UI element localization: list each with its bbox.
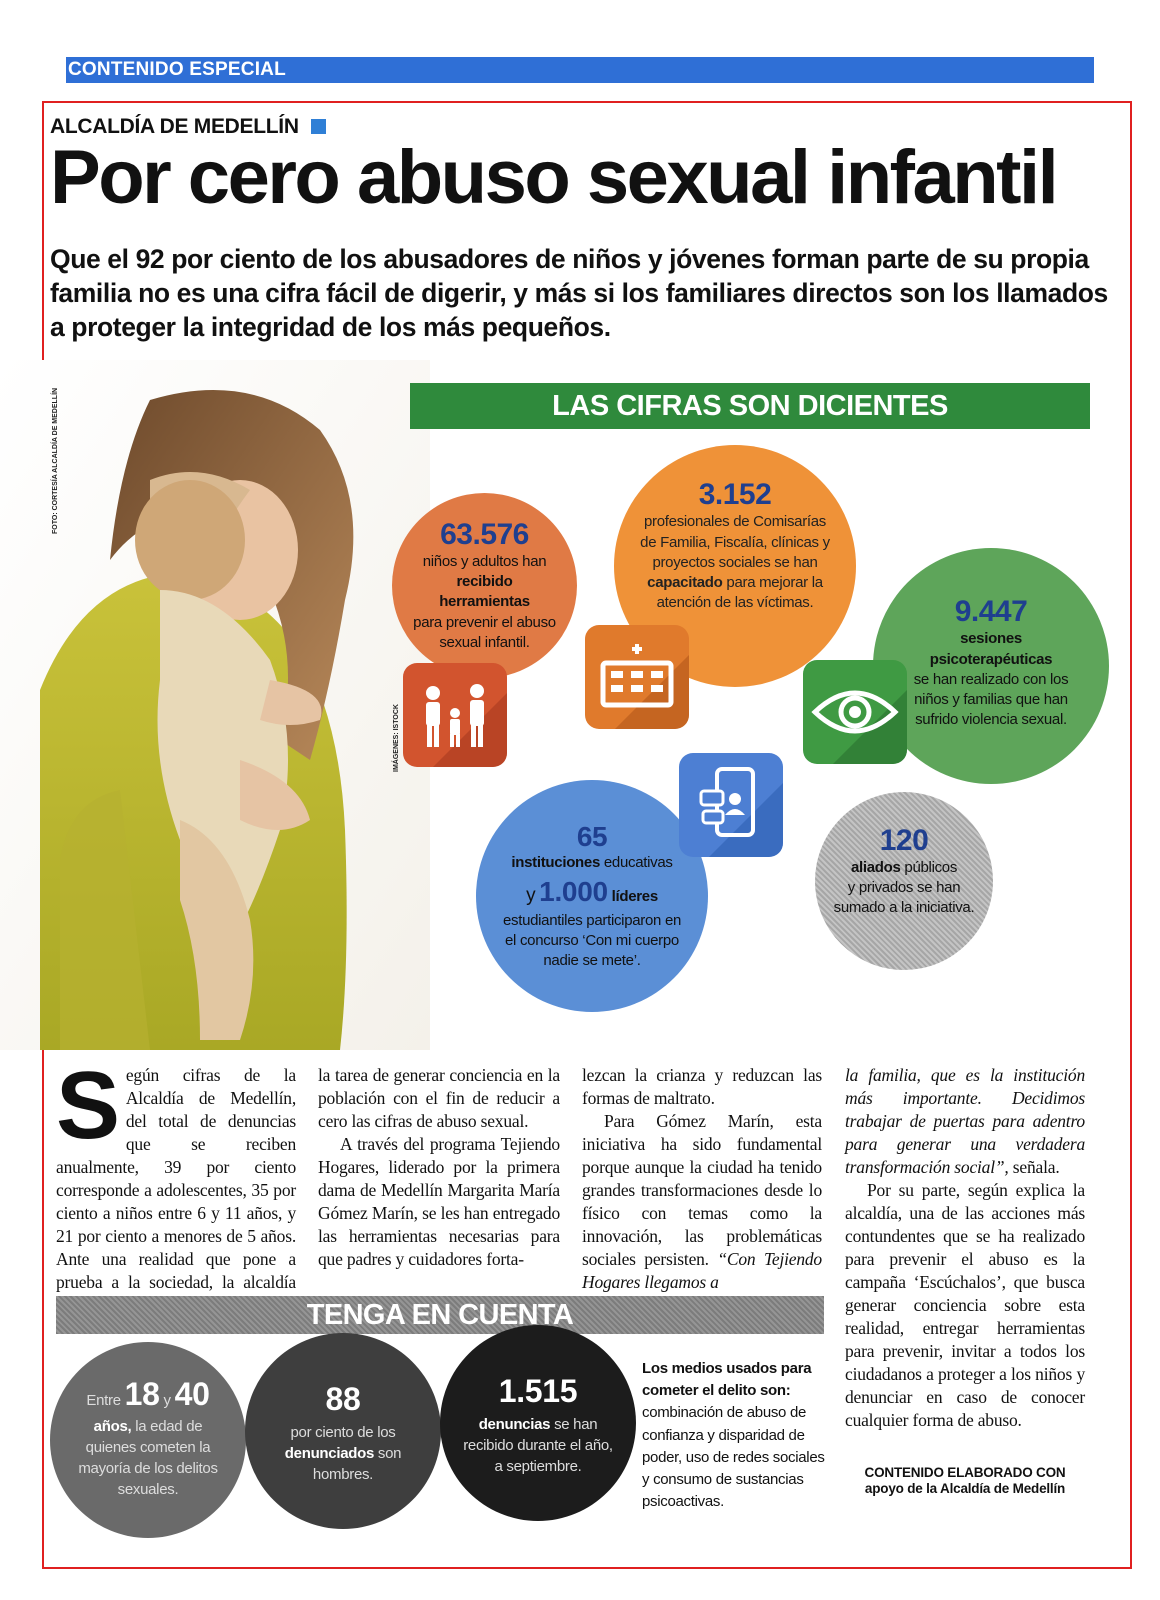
eye-icon [803, 660, 907, 764]
tenga-circle-2 [245, 1333, 441, 1529]
tenga-text: por ciento de los [290, 1423, 396, 1441]
stat-text: se han realizado con los niños y familias que han sufrido violencia sexual. [913, 670, 1069, 729]
stat-number-2: 1.000 [539, 875, 608, 907]
stat-text-bold: instituciones [511, 853, 601, 871]
stat-number: 63.576 [440, 517, 529, 551]
photo-credit: FOTO: CORTESÍA ALCALDÍA DE MEDELLÍN [52, 387, 59, 534]
square-bullet-icon [311, 119, 326, 134]
means-note [642, 1358, 827, 1513]
article-title: Por cero abuso sexual infantil [50, 135, 1057, 220]
body-paragraph-wrap [845, 1064, 1085, 1179]
drop-cap: S [56, 1052, 120, 1159]
stat-text-bold: sesiones psicoterapéuticas [929, 630, 1053, 668]
mobile-chat-icon [679, 753, 783, 857]
body-column-3 [582, 1064, 822, 1294]
eye-icon-graphic [803, 660, 907, 764]
stat-text: para mejorar la atención de las víctimas. [656, 574, 823, 612]
stat-text: profesionales de Comisarías de Familia, Fiscalía, clínicas y proyectos sociales se han [640, 513, 830, 571]
tenga-number: 88 [325, 1381, 361, 1418]
photo-illustration [0, 360, 430, 1050]
body-column-4 [845, 1064, 1085, 1432]
stat-text: públicos [904, 858, 958, 876]
section-name: ALCALDÍA DE MEDELLÍN [50, 115, 299, 138]
tenga-number: 1.515 [498, 1373, 578, 1410]
band-label: CONTENIDO ESPECIAL [68, 59, 286, 80]
stat-circle-3 [873, 548, 1109, 784]
hospital-icon [585, 625, 689, 729]
stats-banner [410, 383, 1090, 429]
stat-text-bold: aliados [850, 858, 901, 876]
means-bold: Los medios usados para cometer el delito son: [642, 1360, 812, 1400]
stat-text: estudiantiles participaron en el concurso ‘Con mi cuerpo nadie se mete’. [502, 911, 682, 970]
tenga-banner [56, 1296, 824, 1334]
article-lead: Que el 92 por ciento de los abusadores de niños y jóvenes forman parte de su propia familia no es una cifra fácil de digerir, y más si los familiares directos son los llamados a proteger la integridad de los más pequeños. [50, 244, 1108, 343]
tenga-number: 18 [124, 1375, 160, 1412]
stat-number: 9.447 [954, 595, 1028, 629]
body-paragraph-wrap [582, 1110, 822, 1294]
mother-child-photo [0, 360, 430, 1050]
tenga-text: la edad de quienes cometen la mayoría de los delitos sexuales. [78, 1418, 218, 1499]
body-paragraph: egún cifras de la Alcaldía de Medellín, del total de denuncias que se reciben anualmente, 39 por ciento corresponde a adolescentes, 35 por ciento a niños entre 6 y 11 años, y 21 por ciento a menores de 5 años. Ante una realidad que pone a prueba a la sociedad, la alcaldía [56, 1065, 296, 1292]
body-paragraph: Para Gómez Marín, esta iniciativa ha sido fundamental porque aunque la ciudad ha tenido grandes transformaciones desde lo físico con temas como la innovación, las problemáticas sociales persisten. [582, 1111, 822, 1269]
family-icon [403, 663, 507, 767]
body-paragraph: lezcan la crianza y reduzcan las formas de maltrato. [582, 1065, 822, 1108]
hospital-icon-graphic [585, 625, 689, 729]
tenga-text: se han recibido durante el año, a septiembre. [463, 1415, 613, 1475]
stats-banner-text: LAS CIFRAS SON DICIENTES [552, 389, 948, 422]
stat-circle-5 [815, 792, 993, 970]
special-content-band [66, 57, 1094, 83]
tenga-circle-1 [50, 1342, 246, 1538]
stat-number: 65 [576, 820, 608, 852]
stat-number: 3.152 [698, 478, 772, 512]
stat-text: y privados se han sumado a la iniciativa. [833, 878, 975, 917]
stat-text: para prevenir el abuso sexual infantil. [413, 613, 556, 651]
tenga-text-bold: denunciados [284, 1444, 375, 1462]
tenga-text-bold: denuncias [478, 1415, 551, 1433]
tenga-text-bold: años, [93, 1418, 132, 1436]
content-credit-line2: apoyo de la Alcaldía de Medellín [864, 1481, 1066, 1497]
body-paragraph: la tarea de generar conciencia en la población con el fin de reducir a cero las cifras de abuso sexual. [318, 1065, 560, 1131]
quote-text: “Con Tejiendo Hogares llegamos a [582, 1249, 822, 1292]
stat-text: educativas [603, 853, 673, 871]
quote-text: la familia, que es la institución más importante. Decidimos trabajar de puertas para adentro para generar una verdadera transformación social”, [845, 1065, 1085, 1177]
stat-number: 120 [879, 823, 929, 857]
tenga-text: son hombres. [312, 1444, 402, 1483]
body-paragraph: Por su parte, según explica la alcaldía, una de las acciones más contundentes que se ha realizado para prevenir el abuso es la campaña ‘Escúchalos’, que busca generar conciencia sobre esta realidad, entregar herramientas para prevenir, invitar a todos los ciudadanos a proteger a los niños y denunciar en caso de conocer cualquier forma de abuso. [845, 1180, 1085, 1430]
tenga-banner-text: TENGA EN CUENTA [306, 1298, 574, 1331]
body-paragraph: señala. [1012, 1157, 1060, 1177]
means-text: combinación de abuso de confianza y disparidad de poder, uso de redes sociales y consumo de sustancias psicoactivas. [642, 1404, 825, 1511]
stat-text-bold: recibido herramientas [439, 573, 530, 611]
family-icon-graphic [403, 663, 507, 767]
body-paragraph: A través del programa Tejiendo Hogares, liderado por la primera dama de Medellín Margarita María Gómez Marín, se les han entregado las herramientas necesarias para que padres y cuidadores forta- [318, 1134, 560, 1269]
tenga-number: 40 [174, 1375, 210, 1412]
tenga-text: Entre [86, 1391, 121, 1409]
body-column-2 [318, 1064, 560, 1271]
stat-text-bold: capacitado [647, 574, 723, 592]
content-credit-line1: CONTENIDO ELABORADO CON [864, 1465, 1066, 1480]
content-credit [845, 1465, 1085, 1497]
stat-circle-4 [476, 780, 708, 1012]
stat-text: y [526, 884, 536, 906]
tenga-circle-3 [440, 1325, 636, 1521]
images-credit: IMÁGENES: ISTOCK [393, 704, 400, 772]
stat-circle-1 [392, 493, 577, 678]
stat-text: niños y adultos han [422, 552, 547, 570]
stat-text-bold: líderes [611, 887, 658, 905]
tenga-text: y [163, 1391, 171, 1409]
body-column-1 [56, 1052, 296, 1317]
mobile-chat-icon-graphic [679, 753, 783, 857]
